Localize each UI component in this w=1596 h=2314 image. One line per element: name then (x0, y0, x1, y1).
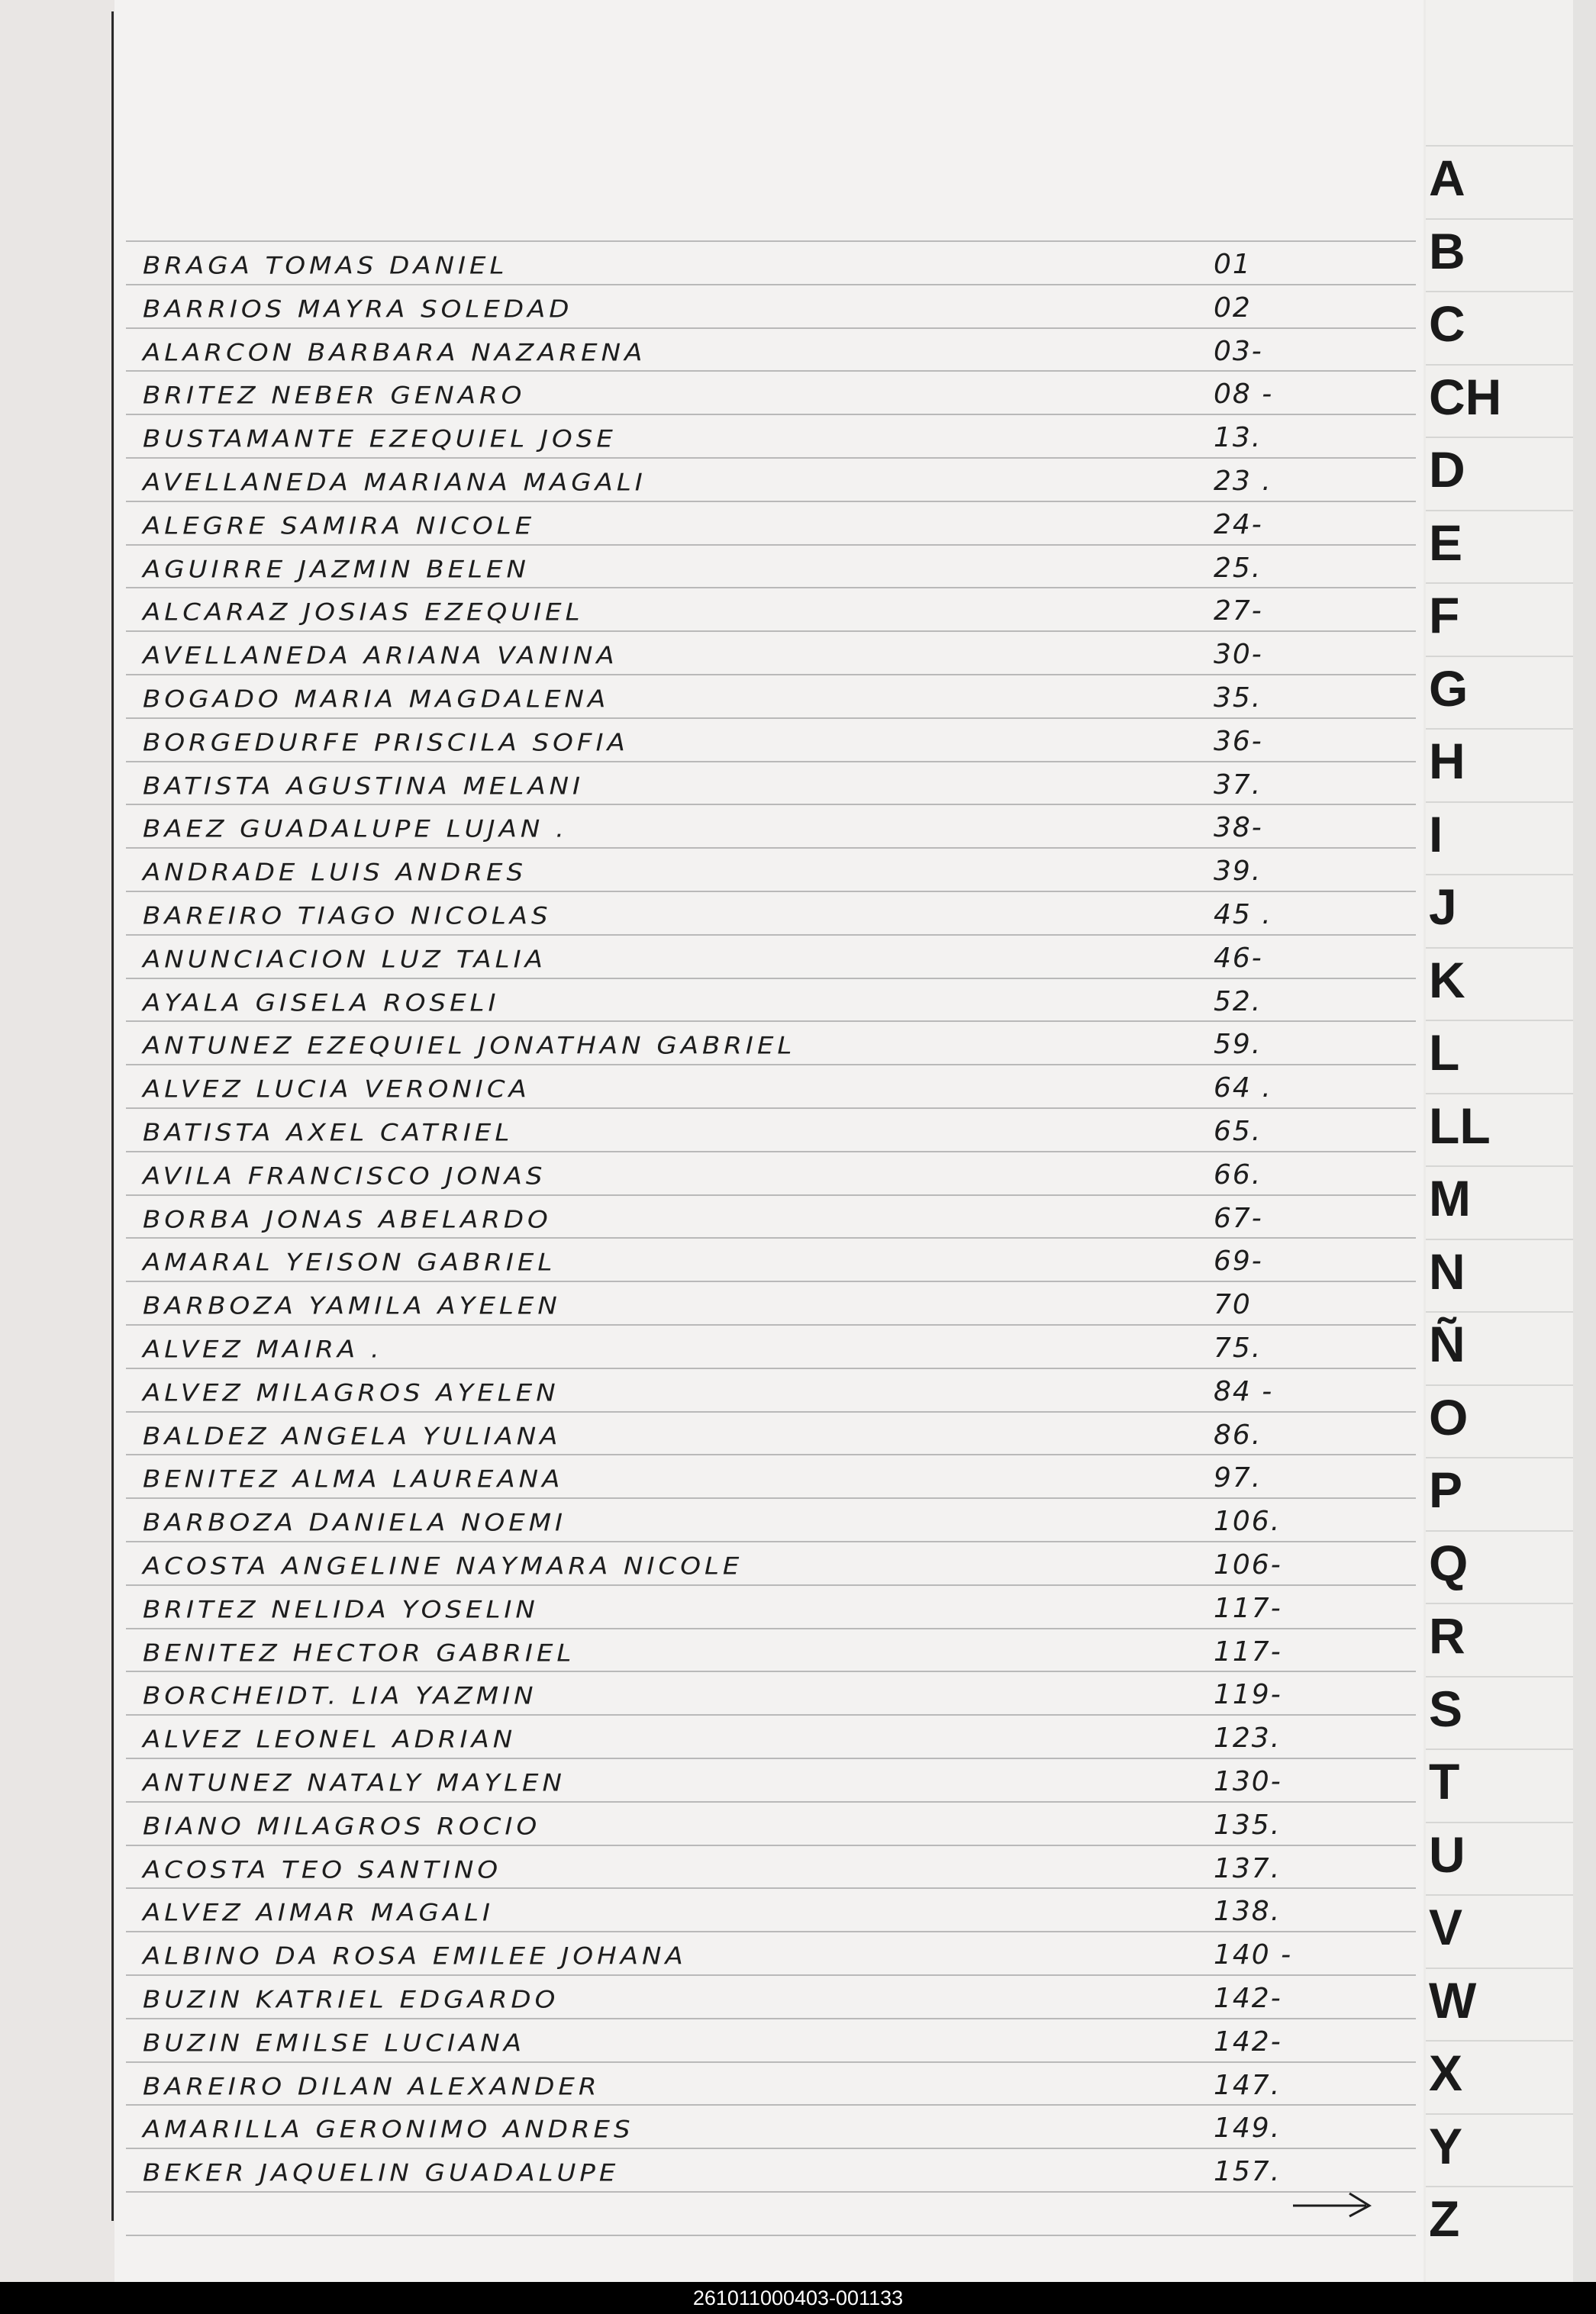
ruled-line (126, 2104, 1416, 2106)
student-number: 142- (1214, 1983, 1282, 2014)
list-item (134, 2113, 1416, 2147)
list-item (134, 2027, 1416, 2061)
ruled-line (126, 1281, 1416, 1282)
ruled-line (126, 327, 1416, 329)
index-tab-ll[interactable]: LL (1429, 1097, 1491, 1154)
student-name: BEKER JAQUELIN GUADALUPE (143, 2159, 620, 2187)
index-tab-p[interactable]: P (1429, 1462, 1463, 1518)
student-name: BATISTA AXEL CATRIEL (143, 1119, 514, 1147)
student-name: AYALA GISELA ROSELI (143, 989, 500, 1017)
student-number: 39. (1214, 856, 1262, 887)
index-tab-i[interactable]: I (1429, 806, 1443, 862)
list-item (134, 1637, 1416, 1671)
index-tab-s[interactable]: S (1429, 1681, 1463, 1737)
list-item (134, 1507, 1416, 1540)
list-item (134, 1767, 1416, 1800)
ruled-line (126, 501, 1416, 502)
student-number: 137. (1214, 1853, 1282, 1884)
student-name: BAEZ GUADALUPE LUJAN . (143, 815, 568, 843)
student-name: ANDRADE LUIS ANDRES (143, 859, 527, 887)
student-name: BORGEDURFE PRISCILA SOFIA (143, 729, 629, 757)
ruled-line (126, 457, 1416, 459)
ruled-line (126, 1845, 1416, 1846)
scan-footer-bar (0, 2282, 1596, 2314)
student-name: ALARCON BARBARA NAZARENA (143, 339, 646, 367)
ruled-line (126, 1454, 1416, 1455)
list-item (134, 2157, 1416, 2190)
list-item (134, 379, 1416, 413)
student-name: AMARILLA GERONIMO ANDRES (143, 2116, 634, 2144)
continue-arrow-icon (1290, 2189, 1374, 2219)
student-name: BARBOZA DANIELA NOEMI (143, 1509, 567, 1537)
list-item (134, 1333, 1416, 1367)
student-name: BAREIRO DILAN ALEXANDER (143, 2073, 601, 2101)
index-tab-v[interactable]: V (1429, 1899, 1463, 1955)
ruled-line (126, 587, 1416, 588)
student-name: ALVEZ MILAGROS AYELEN (143, 1379, 559, 1407)
student-number: 106. (1214, 1506, 1282, 1537)
index-tab-t[interactable]: T (1429, 1753, 1460, 1810)
index-tab-d[interactable]: D (1429, 441, 1465, 498)
index-tab-n[interactable]: N (1429, 1243, 1465, 1300)
scan-id-label: 261011000403-001133 (692, 2287, 904, 2309)
ruled-line (126, 2148, 1416, 2149)
student-name: AGUIRRE JAZMIN BELEN (143, 556, 530, 584)
student-name: BUZIN EMILSE LUCIANA (143, 2029, 525, 2058)
index-tab-divider (1426, 801, 1573, 876)
ruled-line (126, 1801, 1416, 1803)
student-number: 75. (1214, 1333, 1262, 1364)
index-tab-x[interactable]: X (1429, 2045, 1463, 2101)
ruled-line (126, 370, 1416, 372)
student-number: 08 - (1214, 379, 1274, 410)
list-item (134, 856, 1416, 890)
student-name: BRAGA TOMAS DANIEL (143, 252, 508, 280)
ruled-line (126, 2191, 1416, 2193)
student-number: 13. (1214, 422, 1262, 453)
student-number: 66. (1214, 1159, 1262, 1191)
student-name: BALDEZ ANGELA YULIANA (143, 1423, 562, 1451)
list-item (134, 1117, 1416, 1150)
student-number: 157. (1214, 2156, 1282, 2187)
index-tab-o[interactable]: O (1429, 1389, 1469, 1445)
list-item (134, 1030, 1416, 1063)
student-name: BENITEZ HECTOR GABRIEL (143, 1639, 576, 1668)
list-item (134, 1246, 1416, 1280)
ruled-line (126, 240, 1416, 242)
student-number: 52. (1214, 986, 1262, 1017)
ruled-line (126, 2235, 1416, 2236)
ruled-line (126, 1151, 1416, 1152)
student-name: BAREIRO TIAGO NICOLAS (143, 902, 552, 930)
index-tab-q[interactable]: Q (1429, 1535, 1469, 1591)
student-number: 69- (1214, 1246, 1263, 1277)
ruled-line (126, 717, 1416, 719)
index-tab-b[interactable]: B (1429, 223, 1465, 279)
index-tab-f[interactable]: F (1429, 587, 1460, 643)
student-number: 65. (1214, 1116, 1262, 1147)
list-item (134, 293, 1416, 327)
student-number: 84 - (1214, 1376, 1274, 1407)
student-number: 142- (1214, 2026, 1282, 2058)
student-number: 130- (1214, 1766, 1282, 1797)
list-item (134, 337, 1416, 370)
ruled-line (126, 891, 1416, 892)
list-item (134, 1463, 1416, 1497)
ruled-line (126, 847, 1416, 849)
student-name: BORBA JONAS ABELARDO (143, 1206, 552, 1234)
list-item (134, 770, 1416, 804)
ruled-line (126, 1497, 1416, 1499)
student-number: 117- (1214, 1636, 1282, 1668)
student-name: AVILA FRANCISCO JONAS (143, 1162, 547, 1191)
ruled-line (126, 1628, 1416, 1629)
student-name: AVELLANEDA MARIANA MAGALI (143, 469, 646, 497)
student-number: 02 (1214, 292, 1252, 324)
student-name: AMARAL YEISON GABRIEL (143, 1249, 556, 1277)
list-item (134, 2071, 1416, 2104)
ruled-line (126, 1974, 1416, 1976)
list-item (134, 987, 1416, 1020)
student-number: 46- (1214, 943, 1263, 974)
index-tab-ñ[interactable]: Ñ (1429, 1316, 1465, 1372)
ruled-line (126, 804, 1416, 805)
student-name: ALBINO DA ROSA EMILEE JOHANA (143, 1942, 687, 1971)
student-name: BUZIN KATRIEL EDGARDO (143, 1986, 559, 2014)
ruled-line (126, 1758, 1416, 1759)
list-item (134, 1897, 1416, 1930)
list-item (134, 943, 1416, 977)
student-name: BARBOZA YAMILA AYELEN (143, 1292, 561, 1320)
ruled-line (126, 2018, 1416, 2019)
ruled-line (126, 1931, 1416, 1932)
index-tab-ch[interactable]: CH (1429, 369, 1502, 425)
page-right-edge (1573, 0, 1596, 2282)
student-name: BATISTA AGUSTINA MELANI (143, 772, 585, 801)
sheet-left-border (111, 11, 114, 2221)
ruled-line (126, 978, 1416, 979)
student-number: 70 (1214, 1289, 1252, 1320)
student-number: 59. (1214, 1029, 1262, 1060)
list-item (134, 596, 1416, 630)
student-number: 86. (1214, 1420, 1262, 1451)
student-name: ANTUNEZ NATALY MAYLEN (143, 1769, 566, 1797)
student-name: ANTUNEZ EZEQUIEL JONATHAN GABRIEL (143, 1032, 796, 1060)
index-tab-g[interactable]: G (1429, 660, 1469, 717)
student-number: 01 (1214, 249, 1252, 280)
list-item (134, 423, 1416, 456)
list-item (134, 1680, 1416, 1713)
ruled-line (126, 674, 1416, 675)
list-item (134, 1594, 1416, 1627)
student-number: 64 . (1214, 1072, 1272, 1104)
ruled-line (126, 630, 1416, 632)
list-item (134, 813, 1416, 846)
student-number: 37. (1214, 769, 1262, 801)
index-tab-m[interactable]: M (1429, 1170, 1471, 1226)
list-item (134, 1550, 1416, 1584)
list-item (134, 727, 1416, 760)
student-number: 147. (1214, 2070, 1282, 2101)
ruled-line (126, 1368, 1416, 1369)
student-number: 27- (1214, 595, 1263, 627)
ruled-line (126, 2061, 1416, 2063)
index-tab-c[interactable]: C (1429, 295, 1465, 352)
student-number: 67- (1214, 1203, 1263, 1234)
index-tab-l[interactable]: L (1429, 1024, 1460, 1081)
student-name: BOGADO MARIA MAGDALENA (143, 685, 610, 714)
index-tab-e[interactable]: E (1429, 514, 1463, 571)
ruled-line (126, 1584, 1416, 1586)
student-name: BRITEZ NEBER GENARO (143, 382, 526, 410)
list-item (134, 1377, 1416, 1410)
list-item (134, 1810, 1416, 1844)
student-number: 97. (1214, 1462, 1262, 1494)
index-tab-k[interactable]: K (1429, 952, 1465, 1008)
ruled-line (126, 544, 1416, 546)
list-item (134, 640, 1416, 673)
list-item (134, 1160, 1416, 1194)
student-number: 24- (1214, 509, 1263, 540)
ruled-line (126, 1107, 1416, 1109)
student-name: BIANO MILAGROS ROCIO (143, 1813, 541, 1841)
ruled-line (126, 1324, 1416, 1326)
list-item (134, 1984, 1416, 2017)
student-name: BORCHEIDT. LIA YAZMIN (143, 1682, 537, 1710)
ruled-line (126, 1411, 1416, 1413)
student-number: 03- (1214, 336, 1263, 367)
student-name: ALEGRE SAMIRA NICOLE (143, 512, 536, 540)
list-item (134, 553, 1416, 587)
student-number: 45 . (1214, 899, 1272, 930)
ruled-line (126, 414, 1416, 415)
ruled-line (126, 1237, 1416, 1239)
index-tab-u[interactable]: U (1429, 1826, 1465, 1883)
student-number: 140 - (1214, 1939, 1293, 1971)
student-name: ALVEZ LEONEL ADRIAN (143, 1726, 517, 1754)
student-number: 36- (1214, 726, 1263, 757)
list-item (134, 466, 1416, 500)
student-number: 135. (1214, 1810, 1282, 1841)
ruled-line (126, 1887, 1416, 1889)
ruled-line (126, 1020, 1416, 1022)
index-tab-y[interactable]: Y (1429, 2118, 1463, 2174)
ruled-line (126, 761, 1416, 762)
student-number: 35. (1214, 682, 1262, 714)
list-item (134, 1290, 1416, 1323)
index-tab-a[interactable]: A (1429, 150, 1465, 206)
student-number: 38- (1214, 812, 1263, 843)
list-item (134, 1854, 1416, 1887)
index-tab-j[interactable]: J (1429, 878, 1457, 935)
student-name: ALCARAZ JOSIAS EZEQUIEL (143, 598, 584, 627)
ruled-line (126, 1541, 1416, 1542)
student-number: 119- (1214, 1679, 1282, 1710)
student-name: ANUNCIACION LUZ TALIA (143, 946, 547, 974)
ruled-line (126, 1671, 1416, 1672)
ruled-line (126, 284, 1416, 285)
index-tab-r[interactable]: R (1429, 1607, 1465, 1664)
list-item (134, 510, 1416, 543)
ruled-line (126, 934, 1416, 936)
student-number: 23 . (1214, 466, 1272, 497)
student-number: 106- (1214, 1549, 1282, 1581)
student-name: BRITEZ NELIDA YOSELIN (143, 1596, 539, 1624)
student-number: 25. (1214, 553, 1262, 584)
list-item (134, 1940, 1416, 1974)
list-item (134, 1204, 1416, 1237)
page-left-margin (0, 0, 114, 2282)
student-name: ALVEZ MAIRA . (143, 1336, 383, 1364)
list-item (134, 683, 1416, 717)
ruled-line (126, 1064, 1416, 1065)
student-name: ACOSTA TEO SANTINO (143, 1856, 502, 1884)
student-number: 30- (1214, 639, 1263, 670)
list-item (134, 1723, 1416, 1757)
student-number: 123. (1214, 1723, 1282, 1754)
student-name: ACOSTA ANGELINE NAYMARA NICOLE (143, 1552, 743, 1581)
student-name: AVELLANEDA ARIANA VANINA (143, 642, 618, 670)
index-tab-h[interactable]: H (1429, 733, 1465, 789)
student-number: 117- (1214, 1593, 1282, 1624)
student-number: 138. (1214, 1896, 1282, 1927)
student-number: 149. (1214, 2113, 1282, 2144)
ruled-line (126, 1194, 1416, 1196)
ruled-line (126, 1714, 1416, 1716)
student-name: BENITEZ ALMA LAUREANA (143, 1465, 564, 1494)
list-item (134, 250, 1416, 283)
student-name: BUSTAMANTE EZEQUIEL JOSE (143, 425, 617, 453)
index-tab-w[interactable]: W (1429, 1972, 1477, 2029)
student-name: ALVEZ LUCIA VERONICA (143, 1075, 530, 1104)
list-item (134, 900, 1416, 933)
list-item (134, 1073, 1416, 1107)
index-tab-z[interactable]: Z (1429, 2190, 1460, 2247)
student-name: BARRIOS MAYRA SOLEDAD (143, 295, 573, 324)
student-name: ALVEZ AIMAR MAGALI (143, 1899, 495, 1927)
list-item (134, 1420, 1416, 1454)
